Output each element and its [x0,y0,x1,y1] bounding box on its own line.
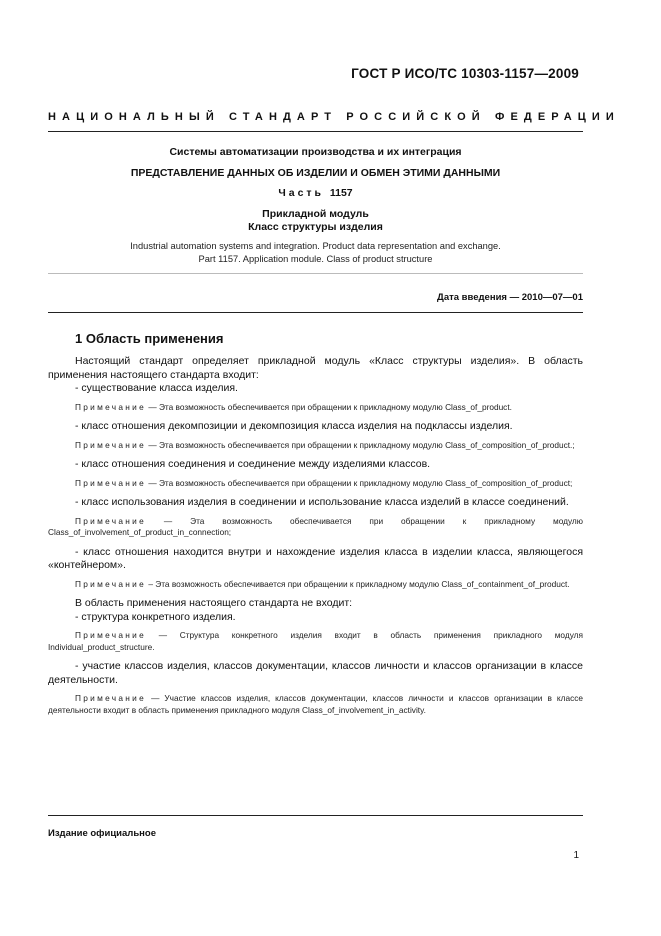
part-number: 1157 [329,187,353,199]
note-text: – Эта возможность обеспечивается при обращении к прикладному модулю Class_of_containment_of_product. [148,578,570,589]
note [48,579,583,591]
english-line-1: Industrial automation systems and integration. Product data representation and exchange. [130,241,501,251]
effective-date: Дата введения — 2010—07—01 [437,292,583,303]
note-label: Примечание [75,630,147,640]
note [48,516,583,539]
note [48,402,583,414]
module-line-2: Класс структуры изделия [248,221,383,233]
section-heading: 1 Область применения [75,331,224,346]
scope-item: - класс отношения декомпозиции и декомпозиция класса изделия на подклассы изделия. [75,420,513,432]
note-text: — Эта возможность обеспечивается при обращении к прикладному модулю Class_of_involvement_of_product_in_connection; [48,515,583,537]
note-text: — Эта возможность обеспечивается при обращении к прикладному модулю Class_of_composition_of_product; [148,477,573,488]
note [48,630,583,653]
title-module [48,208,583,234]
note [48,440,583,452]
note-label: Примечание [75,693,147,703]
scope-item: - существование класса изделия. [75,382,238,394]
module-line-1: Прикладной модуль [262,208,369,220]
exclusion-intro: В область применения настоящего стандарта не входит: [75,597,353,609]
scope-item: - класс отношения соединения и соединение между изделиями классов. [75,458,431,470]
page-number: 1 [573,850,579,861]
header-divider [48,131,583,132]
note-label: Примечание [75,401,147,412]
intro-paragraph: Настоящий стандарт определяет прикладной модуль «Класс структуры изделия». В область применения настоящего стандарта входит: [48,355,583,381]
title-part [48,187,583,199]
note-label: Примечание [75,439,147,450]
note-text: — Структура конкретного изделия входит в область применения прикладного модуля Individual_product_structure. [48,630,583,652]
note-label: Примечание [75,477,147,488]
scope-item: - класс отношения находится внутри и нахождение изделия класса в изделии класса, являющегося «контейнером». [48,545,583,571]
english-line-2: Part 1157. Application module. Class of product structure [198,254,433,264]
exclusion-item: - участие классов изделия, классов документации, классов личности и классов организации в классе деятельности. [48,660,583,686]
date-divider [48,312,583,313]
note-text: — Эта возможность обеспечивается при обращении к прикладному модулю Class_of_composition_of_product.; [148,439,575,450]
edition-label: Издание официальное [48,828,156,839]
title-divider [48,273,583,274]
section-body [48,355,583,716]
note [48,478,583,490]
title-main: ПРЕДСТАВЛЕНИЕ ДАННЫХ ОБ ИЗДЕЛИИ И ОБМЕН ЭТИМИ ДАННЫМИ [130,167,501,179]
title-series: Системы автоматизации производства и их интеграция [169,146,462,158]
english-title [48,240,583,266]
standard-id: ГОСТ Р ИСО/ТС 10303-1157—2009 [351,66,579,81]
scope-item: - класс использования изделия в соединении и использование класса изделий в классе соединений. [75,496,569,508]
part-label: Часть [278,187,325,199]
footer-divider [48,815,583,816]
note-label: Примечание [75,515,147,526]
note-text: — Участие классов изделия, классов документации, классов личности и классов организации в классе деятельности входит в область применения прикладного модуля Class_of_involvement_in_activity. [48,693,583,715]
national-standard-banner: НАЦИОНАЛЬНЫЙ СТАНДАРТ РОССИЙСКОЙ ФЕДЕРАЦИИ [48,111,620,123]
exclusion-item: - структура конкретного изделия. [75,610,236,623]
note [48,693,583,716]
note-text: — Эта возможность обеспечивается при обращении к прикладному модулю Class_of_product. [148,401,512,412]
note-label: Примечание [75,578,147,589]
